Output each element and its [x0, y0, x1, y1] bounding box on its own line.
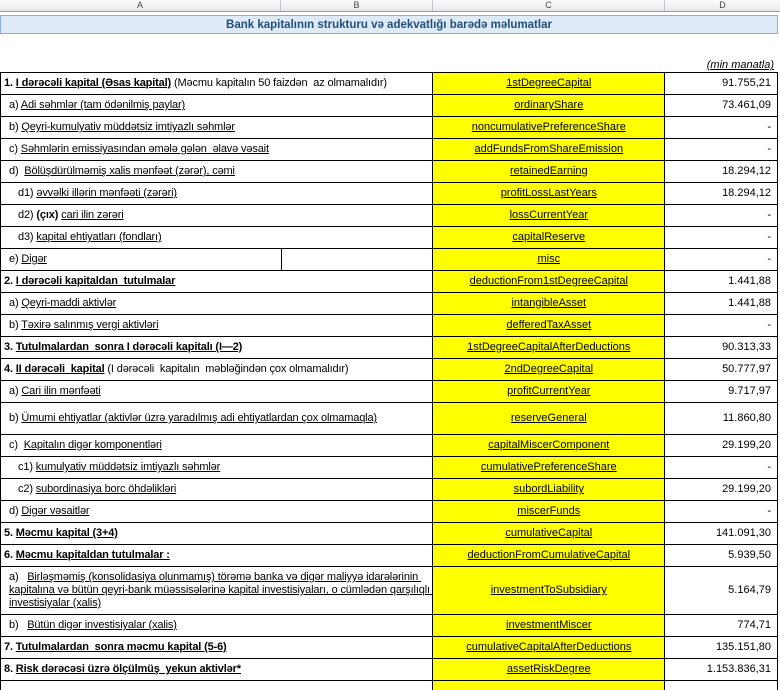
label-suffix: (I dərəcəli kapitalın məbləğindən çox olmamalıdır) [104, 363, 349, 375]
row-label-cell[interactable] [1, 293, 433, 315]
row-code-cell[interactable] [433, 523, 665, 545]
value-text: - [767, 209, 771, 221]
value-text: - [767, 121, 771, 133]
label-text: cari ilin zərəri [61, 209, 124, 221]
row-label-cell[interactable] [1, 615, 433, 637]
table-row [1, 315, 778, 337]
table-row [1, 117, 778, 139]
row-label-cell[interactable] [1, 161, 433, 183]
table-row [1, 659, 778, 681]
value-text: 1.153.836,31 [706, 663, 771, 675]
row-label-cell[interactable] [1, 183, 433, 205]
code-text: miscerFunds [517, 505, 581, 517]
row-value-cell[interactable] [665, 403, 778, 435]
row-code-cell[interactable] [433, 545, 665, 567]
label-prefix: d) [9, 165, 25, 177]
column-header-c[interactable] [433, 0, 665, 11]
label-prefix: c1) [18, 461, 36, 473]
value-text: - [767, 231, 771, 243]
code-text: cumulativeCapitalAfterDeductions [466, 641, 632, 653]
value-text: 91.755,21 [722, 77, 771, 89]
value-text: 1.441,88 [728, 275, 771, 287]
row-label [9, 385, 101, 398]
code-text: subordLiability [513, 483, 584, 495]
row-value-cell[interactable] [665, 457, 778, 479]
empty-row [0, 34, 780, 54]
row-code-cell[interactable] [433, 293, 665, 315]
label-text: Bölüşdürülməmiş xalis mənfəət (zərər), cəmi [24, 165, 235, 177]
row-label-cell[interactable] [1, 435, 433, 457]
label-text: Adi səhmlər (tam ödənilmiş paylar) [20, 99, 186, 111]
row-value-cell[interactable] [665, 95, 778, 117]
row-value-cell[interactable] [665, 545, 778, 567]
row-code-cell[interactable] [433, 501, 665, 523]
row-code-cell[interactable] [433, 315, 665, 337]
row-label-cell[interactable] [1, 249, 433, 271]
row-label-cell[interactable] [1, 501, 433, 523]
row-code-cell[interactable] [433, 359, 665, 381]
row-label-cell[interactable] [1, 315, 433, 337]
row-label [9, 319, 158, 332]
code-text: cumulativeCapital [505, 527, 593, 539]
code-text: defferedTaxAsset [506, 319, 592, 331]
column-header-b-label: B [353, 0, 360, 10]
row-label [9, 121, 235, 134]
table-row [1, 73, 778, 95]
row-code-cell[interactable] [433, 139, 665, 161]
table-row [1, 545, 778, 567]
code-text: reserveGeneral [510, 412, 587, 424]
table-row [1, 637, 778, 659]
table-row [1, 183, 778, 205]
row-code-cell[interactable] [433, 337, 665, 359]
code-text: deductionFrom1stDegreeCapital [469, 275, 628, 287]
value-text: - [767, 505, 771, 517]
table-row [1, 501, 778, 523]
label-prefix: 7. [4, 641, 16, 653]
label-prefix: b) [9, 319, 22, 331]
label-bold-note: (çıx) [36, 209, 62, 221]
code-text: profitCurrentYear [507, 385, 591, 397]
label-text: Qeyri-kumulyativ müddətsiz imtiyazlı səhmlər [21, 121, 235, 133]
row-label-cell[interactable] [1, 545, 433, 567]
row-value-cell[interactable] [665, 659, 778, 681]
row-label-cell[interactable] [1, 637, 433, 659]
row-value-cell[interactable] [665, 139, 778, 161]
code-text: investmentMiscer [506, 619, 592, 631]
label-prefix: 8. [4, 663, 16, 675]
value-text: - [767, 143, 771, 155]
value-text: 73.461,09 [722, 99, 771, 111]
table-row [1, 523, 778, 545]
code-text: lossCurrentYear [509, 209, 589, 221]
table-row [1, 205, 778, 227]
label-text: Cari ilin mənfəəti [21, 385, 101, 397]
row-code-cell[interactable] [433, 205, 665, 227]
code-text: capitalMiscerComponent [488, 439, 610, 451]
label-text: I dərəcəli kapitaldan tutulmalar [15, 275, 176, 287]
table-row [1, 403, 778, 435]
column-header-a[interactable] [0, 0, 281, 11]
row-label [9, 412, 377, 425]
row-label [18, 231, 161, 244]
column-header-a-label: A [136, 0, 143, 10]
label-text: Tutulmalardan sonra məcmu kapital (5-6) [15, 641, 227, 653]
row-label [4, 341, 242, 354]
row-label [9, 505, 89, 518]
unit-note: (min manatla) [706, 59, 774, 71]
row-code-cell[interactable] [433, 403, 665, 435]
label-prefix: d3) [18, 231, 37, 243]
column-header-c-label: C [545, 0, 552, 10]
code-text: retainedEarning [509, 165, 588, 177]
row-code-cell[interactable] [433, 183, 665, 205]
row-value-cell[interactable] [665, 227, 778, 249]
row-label-cell[interactable] [1, 359, 433, 381]
value-text: 1.441,88 [728, 297, 771, 309]
row-label [9, 571, 433, 610]
row-code-cell[interactable] [433, 435, 665, 457]
row-label [4, 663, 241, 676]
label-text: Digər [21, 253, 47, 265]
row-value-cell[interactable] [665, 249, 778, 271]
row-code-cell[interactable] [433, 615, 665, 637]
table-row [1, 479, 778, 501]
row-value-cell[interactable] [665, 161, 778, 183]
label-text: Təxirə salınmış vergi aktivləri [21, 319, 159, 331]
row-label [4, 549, 170, 562]
row-value-cell[interactable] [665, 183, 778, 205]
label-text: subordinasiya borc öhdəlikləri [35, 483, 177, 495]
label-prefix: b) [9, 121, 22, 133]
row-label-cell[interactable] [1, 681, 433, 690]
label-prefix: 2. [4, 275, 16, 287]
label-prefix: c) [9, 439, 24, 451]
code-text: investmentToSubsidiary [490, 584, 607, 596]
row-label-cell[interactable] [1, 139, 433, 161]
code-text: misc [537, 253, 561, 265]
row-code-cell[interactable] [433, 479, 665, 501]
row-label [4, 527, 118, 540]
table-row [1, 293, 778, 315]
row-label-cell[interactable] [1, 479, 433, 501]
code-text: addFundsFromShareEmission [474, 143, 624, 155]
row-code-cell[interactable] [433, 249, 665, 271]
value-text: - [767, 253, 771, 265]
table-row [1, 615, 778, 637]
row-label-cell[interactable] [1, 227, 433, 249]
row-value-cell[interactable] [665, 337, 778, 359]
label-text: Bütün digər investisiyalar (xalis) [27, 619, 177, 631]
value-text: 141.091,30 [715, 527, 771, 539]
row-value-cell[interactable] [665, 567, 778, 615]
label-text: Kapitalın digər komponentləri [23, 439, 162, 451]
row-label [9, 99, 185, 112]
table-row [1, 95, 778, 117]
label-prefix: a) [9, 571, 28, 583]
row-label [18, 187, 177, 200]
row-code-cell[interactable] [433, 161, 665, 183]
table-row [1, 381, 778, 403]
value-text: 18.294,12 [722, 165, 771, 177]
table-row [1, 139, 778, 161]
row-label [4, 363, 348, 376]
label-prefix: b) [9, 619, 28, 631]
label-prefix: d1) [18, 187, 37, 199]
row-value-cell[interactable] [665, 359, 778, 381]
row-label [4, 641, 227, 654]
row-label [9, 253, 47, 266]
label-text: I dərəcəli kapital (Əsas kapital) [15, 77, 172, 89]
row-value-cell[interactable] [665, 205, 778, 227]
label-prefix: c2) [18, 483, 36, 495]
row-value-cell[interactable] [665, 615, 778, 637]
label-text: II dərəcəli kapital [15, 363, 105, 375]
label-prefix: 3. [4, 341, 16, 353]
table-row [1, 271, 778, 293]
code-text: profitLossLastYears [500, 187, 597, 199]
label-text: Məcmu kapitaldan tutulmalar : [15, 549, 170, 561]
value-text: 18.294,12 [722, 187, 771, 199]
value-text: 774,71 [737, 619, 771, 631]
value-text: 90.313,33 [722, 341, 771, 353]
label-prefix: d) [9, 505, 22, 517]
code-text: 1stDegreeCapitalAfterDeductions [467, 341, 631, 353]
label-text: Tutulmalardan sonra I dərəcəli kapitalı (I—2) [15, 341, 243, 353]
code-text: intangibleAsset [511, 297, 587, 309]
label-text: Qeyri-maddi aktivlər [21, 297, 117, 309]
row-label-cell[interactable] [1, 659, 433, 681]
row-code-cell[interactable] [433, 227, 665, 249]
row-value-cell[interactable] [665, 381, 778, 403]
column-headers [0, 0, 780, 12]
label-text: Ümumi ehtiyatlar (aktivlər üzrə yaradılmış adi ehtiyatlardan çox olmamaqla) [21, 412, 377, 424]
column-header-b[interactable] [281, 0, 433, 11]
row-value-cell[interactable] [665, 435, 778, 457]
label-prefix: a) [9, 385, 22, 397]
row-code-cell[interactable] [433, 117, 665, 139]
row-code-cell[interactable] [433, 681, 665, 690]
row-label-cell[interactable] [1, 403, 433, 435]
label-prefix: d2) [18, 209, 37, 221]
value-text: 11.860,80 [722, 412, 771, 424]
value-text: 9.717,97 [728, 385, 771, 397]
row-label [18, 483, 176, 496]
row-label-cell[interactable] [1, 205, 433, 227]
label-prefix: 6. [4, 549, 16, 561]
report-title: Bank kapitalının strukturu və adekvatlığı barədə məlumatlar [226, 18, 552, 31]
row-value-cell[interactable] [665, 479, 778, 501]
row-label [18, 209, 124, 222]
row-code-cell[interactable] [433, 381, 665, 403]
column-header-d[interactable] [665, 0, 780, 11]
label-prefix: 4. [4, 363, 16, 375]
unit-note-cell[interactable] [0, 54, 778, 72]
label-prefix: a) [9, 99, 21, 111]
label-prefix: 5. [4, 527, 16, 539]
table-row [1, 359, 778, 381]
value-text: 50.777,97 [722, 363, 771, 375]
table-row [1, 227, 778, 249]
code-text: cumulativePreferenceShare [480, 461, 617, 473]
row-value-cell[interactable] [665, 681, 778, 690]
label-prefix: e) [9, 253, 22, 265]
label-text: Risk dərəcəsi üzrə ölçülmüş yekun aktivlər* [15, 663, 241, 675]
row-label [9, 619, 177, 632]
value-text: 29.199,20 [722, 483, 771, 495]
capital-table [0, 72, 778, 690]
row-label-cell[interactable] [1, 337, 433, 359]
code-text: 1stDegreeCapital [506, 77, 592, 89]
code-text: 2ndDegreeCapital [504, 363, 594, 375]
label-prefix: c) [9, 143, 21, 155]
row-label [9, 143, 269, 156]
report-title-cell[interactable] [0, 15, 778, 34]
value-text: - [767, 461, 771, 473]
row-value-cell[interactable] [665, 523, 778, 545]
row-code-cell[interactable] [433, 637, 665, 659]
code-text: assetRiskDegree [506, 663, 591, 675]
value-text: - [767, 319, 771, 331]
label-text: Digər vəsaitlər [21, 505, 90, 517]
label-suffix: (Məcmu kapitalın 50 faizdən az olmamalıdır) [171, 77, 387, 89]
row-label-cell[interactable] [1, 381, 433, 403]
row-label-cell[interactable] [1, 73, 433, 95]
table-row [1, 457, 778, 479]
label-text: Birləşməmiş (konsolidasiya olunmamış) törəmə banka və digər maliyyə idarələrinin kapitalına və bütün qeyri-bank müəssisələrinə kapital investisiyaları, o cümlədən qarşılıqlı investisiyalar (xalis) [9, 571, 433, 609]
row-code-cell[interactable] [433, 73, 665, 95]
row-value-cell[interactable] [665, 293, 778, 315]
label-text: kapital ehtiyatları (fondları) [36, 231, 162, 243]
row-label [9, 439, 162, 452]
table-row [1, 681, 778, 690]
row-label-cell[interactable] [1, 567, 433, 615]
label-prefix: 1. [4, 77, 16, 89]
table-row [1, 435, 778, 457]
row-label [4, 275, 175, 288]
row-value-cell[interactable] [665, 117, 778, 139]
row-label-cell[interactable] [1, 95, 433, 117]
value-text: 135.151,80 [715, 641, 771, 653]
row-label [18, 461, 220, 474]
row-label [9, 297, 116, 310]
table-row [1, 567, 778, 615]
table-row [1, 337, 778, 359]
row-value-cell[interactable] [665, 637, 778, 659]
table-row [1, 161, 778, 183]
row-value-cell[interactable] [665, 501, 778, 523]
column-header-d-label: D [719, 0, 726, 10]
value-text: 5.939,50 [728, 549, 771, 561]
row-label [4, 77, 387, 90]
value-text: 5.164,79 [728, 584, 771, 596]
code-text: noncumulativePreferenceShare [471, 121, 626, 133]
row-code-cell[interactable] [433, 567, 665, 615]
label-prefix: b) [9, 412, 22, 424]
code-text: deductionFromCumulativeCapital [467, 549, 631, 561]
label-text: əvvəlki illərin mənfəəti (zərəri) [36, 187, 177, 199]
row-label-cell[interactable] [1, 271, 433, 293]
label-text: Məcmu kapital (3+4) [15, 527, 118, 539]
code-text: ordinaryShare [514, 99, 584, 111]
label-prefix: a) [9, 297, 22, 309]
code-text: capitalReserve [512, 231, 586, 243]
row-label-cell[interactable] [1, 457, 433, 479]
row-value-cell[interactable] [665, 315, 778, 337]
row-code-cell[interactable] [433, 457, 665, 479]
row-value-cell[interactable] [665, 271, 778, 293]
label-text: kumulyativ müddətsiz imtiyazlı səhmlər [35, 461, 221, 473]
row-code-cell[interactable] [433, 95, 665, 117]
row-label [9, 165, 235, 178]
row-code-cell[interactable] [433, 659, 665, 681]
row-label-cell[interactable] [1, 523, 433, 545]
row-value-cell[interactable] [665, 73, 778, 95]
row-code-cell[interactable] [433, 271, 665, 293]
table-row [1, 249, 778, 271]
label-text: Səhmlərin emissiyasından əmələ gələn əlavə vəsait [20, 143, 269, 155]
value-text: 29.199,20 [722, 439, 771, 451]
row-label-cell[interactable] [1, 117, 433, 139]
